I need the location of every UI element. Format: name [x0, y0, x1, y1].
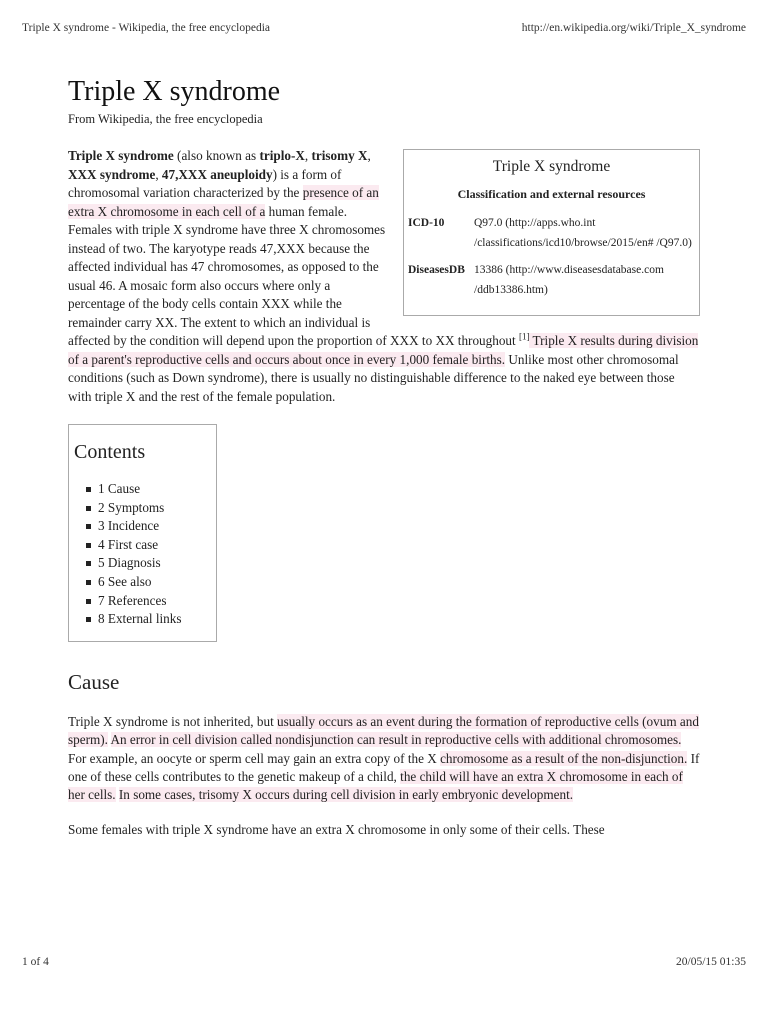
highlight: chromosome as a result of the non-disjunction. [440, 750, 688, 766]
infobox-key: ICD-10 [408, 217, 445, 229]
highlight: An error in cell division called nondisjunction can result in reproductive cells with additional chromosomes. [110, 732, 682, 748]
print-timestamp: 20/05/15 01:35 [676, 956, 746, 968]
lead-text: Unlike most other chromosomal conditions (such as Down syndrome), there is usually no distinguishable difference to the naked eye between those with triple X and the rest of the female population. [68, 351, 679, 404]
toc-item-incidence[interactable]: 3 Incidence [98, 517, 216, 536]
print-footer [22, 956, 746, 972]
print-header-title: Triple X syndrome - Wikipedia, the free encyclopedia [22, 22, 270, 34]
lead-text: , [304, 148, 312, 163]
lead-text: (also known as [173, 148, 260, 163]
highlight: In some cases, trisomy X occurs during cell division in early embryonic development. [118, 787, 574, 803]
toc-list [74, 480, 216, 629]
lead-term: triplo-X [259, 148, 305, 163]
cause-paragraph [68, 713, 700, 805]
toc-item-references[interactable]: 7 References [98, 592, 216, 611]
infobox-table [408, 213, 695, 307]
table-of-contents [68, 424, 217, 642]
lead-term: 47,XXX aneuploidy [161, 166, 273, 182]
toc-item-see-also[interactable]: 6 See also [98, 573, 216, 592]
lead-paragraph [68, 147, 700, 406]
highlight: usually occurs as an event during the formation of reproductive cells (ovum and sperm). [68, 713, 699, 748]
lead-text: , [367, 148, 371, 163]
article-page [68, 74, 700, 855]
infobox-value-link[interactable]: 13386 (http://www.diseasesdatabase.com /ddb13386.htm) [474, 264, 664, 296]
highlight: the child will have an extra X chromosome in each of her cells. [68, 768, 683, 803]
print-header [22, 22, 746, 38]
infobox-row [408, 260, 695, 307]
lead-text: human female. Females with triple X syndrome have three X chromosomes instead of two. The karyotype reads 47,XXX because the affected individual has 47 chromosomes, as opposed to the usual 46. A mosaic form also occurs where only a percentage of the body cells contain XXX while the remainder carry XX. The extent to which an individual is affected by the condition will depend upon the proportion of XXX to XX throughout [68, 203, 519, 348]
toc-item-symptoms[interactable]: 2 Symptoms [98, 499, 216, 518]
lead-text: ) is a form of chromosomal variation characterized by the [68, 166, 342, 200]
toc-item-cause[interactable]: 1 Cause [98, 480, 216, 499]
toc-item-first-case[interactable]: 4 First case [98, 536, 216, 555]
cause-paragraph-2: Some females with triple X syndrome have an extra X chromosome in only some of their cells. These [68, 821, 605, 837]
section-heading-cause: Cause [68, 669, 120, 694]
citation-link[interactable]: [1] [518, 331, 530, 342]
lead-text: , [155, 166, 162, 182]
highlight: Triple X results during division of a parent's reproductive cells and occurs about once in every 1,000 female births. [68, 333, 699, 367]
infobox-title: Triple X syndrome [492, 158, 611, 175]
lead-term: Triple X syndrome [68, 148, 174, 163]
lead-term: XXX syndrome [68, 166, 156, 182]
infobox-row [408, 213, 695, 260]
infobox [403, 149, 700, 316]
page-number: 1 of 4 [22, 956, 49, 968]
toc-item-external-links[interactable]: 8 External links [98, 610, 216, 629]
toc-item-diagnosis[interactable]: 5 Diagnosis [98, 554, 216, 573]
body-text: For example, an oocyte or sperm cell may gain an extra copy of the X [68, 750, 441, 766]
page-title: Triple X syndrome [68, 76, 281, 107]
infobox-value-link[interactable]: Q97.0 (http://apps.who.int /classifications/icd10/browse/2015/en# /Q97.0) [474, 217, 692, 249]
body-text: Triple X syndrome is not inherited, but [68, 713, 278, 729]
body-text: If one of these cells contributes to the genetic makeup of a child, [68, 750, 700, 784]
infobox-key: DiseasesDB [408, 264, 465, 276]
page-tagline: From Wikipedia, the free encyclopedia [68, 112, 263, 126]
toc-title: Contents [74, 441, 146, 463]
lead-term: trisomy X [311, 148, 368, 163]
print-header-url[interactable]: http://en.wikipedia.org/wiki/Triple_X_syndrome [521, 22, 746, 34]
infobox-subtitle: Classification and external resources [457, 186, 646, 201]
highlight: presence of an extra X chromosome in each cell of a [68, 185, 379, 219]
